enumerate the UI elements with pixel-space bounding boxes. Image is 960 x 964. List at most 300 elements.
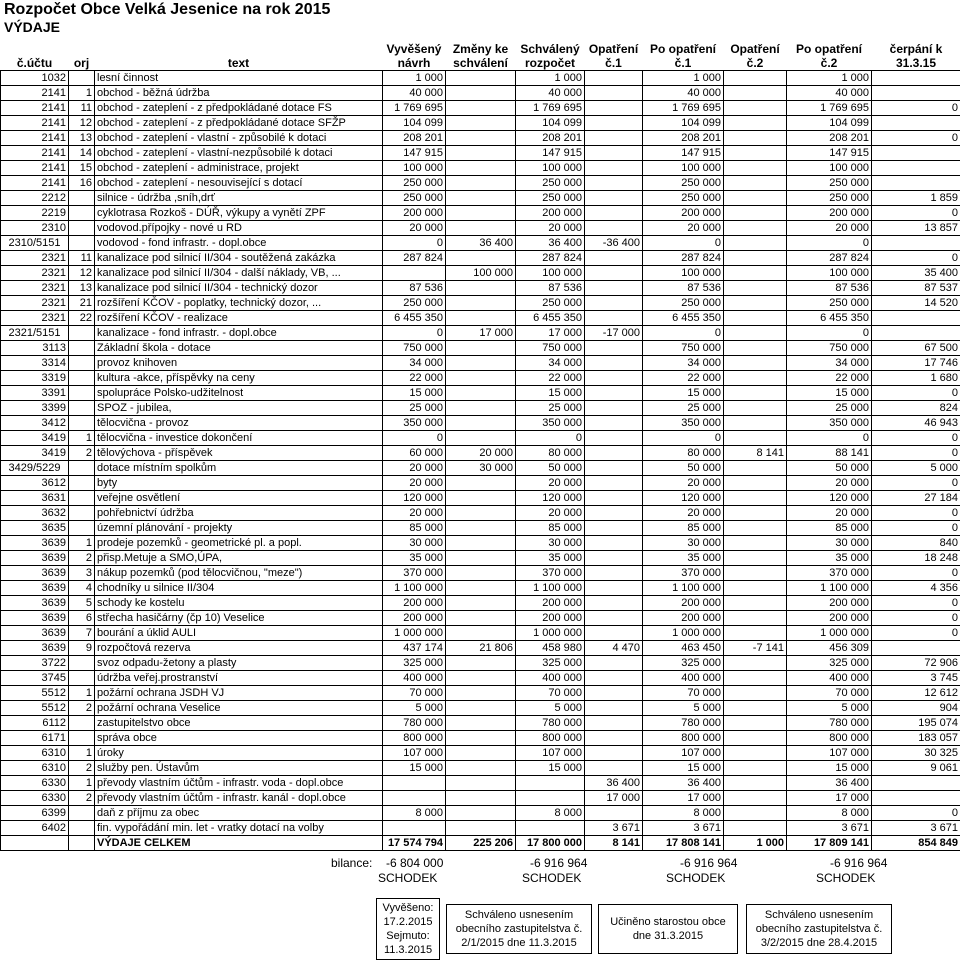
cell-orj: 1 bbox=[69, 536, 95, 551]
note-line: 2/1/2015 dne 11.3.2015 bbox=[461, 937, 577, 949]
cell-orj: 21 bbox=[69, 296, 95, 311]
cell-opatreni2 bbox=[724, 761, 787, 776]
cell-po-opatreni1: 36 400 bbox=[643, 776, 724, 791]
cell-schvaleny: 120 000 bbox=[516, 491, 585, 506]
cell-zmeny bbox=[446, 101, 516, 116]
bilance-section bbox=[0, 856, 960, 890]
column-header-line2: č.2 bbox=[820, 56, 838, 70]
cell-po-opatreni1: 370 000 bbox=[643, 566, 724, 581]
table-row bbox=[1, 311, 960, 326]
cell-po-opatreni2: 25 000 bbox=[787, 401, 872, 416]
cell-opatreni2 bbox=[724, 821, 787, 836]
table-row bbox=[1, 356, 960, 371]
table-row bbox=[1, 386, 960, 401]
table-row bbox=[1, 566, 960, 581]
column-header-line2: 31.3.15 bbox=[895, 56, 937, 70]
cell-navrh: 0 bbox=[383, 326, 446, 341]
cell-opatreni1 bbox=[585, 671, 643, 686]
cell-po-opatreni1: 1 000 000 bbox=[643, 626, 724, 641]
column-header-line1: Po opatření bbox=[649, 42, 716, 56]
cell-po-opatreni2: 200 000 bbox=[787, 611, 872, 626]
cell-zmeny bbox=[446, 776, 516, 791]
cell-ucet: 6402 bbox=[1, 821, 69, 836]
cell-po-opatreni2: 1 100 000 bbox=[787, 581, 872, 596]
cell-cerpani: 9 061 bbox=[872, 761, 960, 776]
cell-text: nákup pozemků (pod tělocvičnou, "meze") bbox=[95, 566, 383, 581]
cell-po-opatreni2: 107 000 bbox=[787, 746, 872, 761]
cell-navrh: 1 769 695 bbox=[383, 101, 446, 116]
cell-schvaleny: 87 536 bbox=[516, 281, 585, 296]
cell-schvaleny: 780 000 bbox=[516, 716, 585, 731]
cell-navrh bbox=[383, 821, 446, 836]
cell-zmeny bbox=[446, 581, 516, 596]
cell-po-opatreni1: 750 000 bbox=[643, 341, 724, 356]
cell-po-opatreni2: 250 000 bbox=[787, 176, 872, 191]
cell-text: kanalizace pod silnicí II/304 - další náklady, VB, ... bbox=[95, 266, 383, 281]
cell-text: svoz odpadu-žetony a plasty bbox=[95, 656, 383, 671]
cell-cerpani: 35 400 bbox=[872, 266, 960, 281]
cell-zmeny bbox=[446, 431, 516, 446]
cell-orj bbox=[69, 656, 95, 671]
cell-orj bbox=[69, 476, 95, 491]
cell-opatreni2 bbox=[724, 341, 787, 356]
bilance-value-opatreni2: -6 916 964 bbox=[830, 856, 888, 870]
cell-navrh: 20 000 bbox=[383, 506, 446, 521]
column-header-po-opatreni1 bbox=[643, 40, 724, 71]
cell-cerpani bbox=[872, 791, 960, 806]
cell-navrh: 800 000 bbox=[383, 731, 446, 746]
cell-ucet: 2321 bbox=[1, 296, 69, 311]
table-row bbox=[1, 656, 960, 671]
cell-text: SPOZ - jubilea, bbox=[95, 401, 383, 416]
column-header-line2: č.2 bbox=[746, 56, 764, 70]
cell-ucet: 3639 bbox=[1, 536, 69, 551]
column-header-po-opatreni2 bbox=[787, 40, 872, 71]
section-title: VÝDAJE bbox=[4, 19, 61, 35]
cell-navrh: 15 000 bbox=[383, 386, 446, 401]
cell-text: obchod - zateplení - vlastní - způsobilé k dotaci bbox=[95, 131, 383, 146]
table-row bbox=[1, 791, 960, 806]
cell-orj bbox=[69, 221, 95, 236]
cell-text: správa obce bbox=[95, 731, 383, 746]
cell-opatreni2 bbox=[724, 596, 787, 611]
cell-navrh: 100 000 bbox=[383, 161, 446, 176]
cell-po-opatreni2: 40 000 bbox=[787, 86, 872, 101]
bilance-status-opatreni2: SCHODEK bbox=[816, 871, 876, 885]
cell-po-opatreni1: 100 000 bbox=[643, 266, 724, 281]
cell-opatreni1 bbox=[585, 281, 643, 296]
cell-orj: 2 bbox=[69, 446, 95, 461]
cell-opatreni2 bbox=[724, 116, 787, 131]
cell-opatreni2 bbox=[724, 191, 787, 206]
cell-cerpani: 67 500 bbox=[872, 341, 960, 356]
column-header-line1: Po opatření bbox=[795, 42, 862, 56]
cell-cerpani bbox=[872, 236, 960, 251]
cell-orj bbox=[69, 191, 95, 206]
cell-text: kanalizace pod silnicí II/304 - technický dozor bbox=[95, 281, 383, 296]
cell-schvaleny: 20 000 bbox=[516, 506, 585, 521]
cell-navrh: 25 000 bbox=[383, 401, 446, 416]
cell-ucet: 6310 bbox=[1, 746, 69, 761]
cell-po-opatreni1: 0 bbox=[643, 326, 724, 341]
cell-schvaleny: 800 000 bbox=[516, 731, 585, 746]
table-row bbox=[1, 236, 960, 251]
cell-cerpani: 0 bbox=[872, 626, 960, 641]
cell-orj: 13 bbox=[69, 281, 95, 296]
cell-navrh: 250 000 bbox=[383, 176, 446, 191]
table-row bbox=[1, 266, 960, 281]
table-row bbox=[1, 536, 960, 551]
cell-schvaleny: 40 000 bbox=[516, 86, 585, 101]
cell-opatreni1: 17 000 bbox=[585, 791, 643, 806]
cell-opatreni1 bbox=[585, 371, 643, 386]
cell-ucet: 3612 bbox=[1, 476, 69, 491]
table-row bbox=[1, 641, 960, 656]
cell-opatreni2 bbox=[724, 656, 787, 671]
column-header-line1: Schválený bbox=[520, 42, 580, 56]
cell-navrh: 20 000 bbox=[383, 221, 446, 236]
note-line: obecního zastupitelstva č. bbox=[755, 923, 883, 935]
cell-text: úroky bbox=[95, 746, 383, 761]
cell-orj: 1 bbox=[69, 431, 95, 446]
cell-text: prodeje pozemků - geometrické pl. a popl. bbox=[95, 536, 383, 551]
cell-text: rozšíření KČOV - realizace bbox=[95, 311, 383, 326]
cell-orj bbox=[69, 836, 95, 851]
cell-po-opatreni1: 400 000 bbox=[643, 671, 724, 686]
cell-opatreni1 bbox=[585, 341, 643, 356]
cell-text: daň z příjmu za obec bbox=[95, 806, 383, 821]
cell-orj: 2 bbox=[69, 701, 95, 716]
cell-ucet: 2310 bbox=[1, 221, 69, 236]
cell-ucet: 3412 bbox=[1, 416, 69, 431]
table-row bbox=[1, 686, 960, 701]
cell-zmeny bbox=[446, 821, 516, 836]
note-line: 17.2.2015 bbox=[383, 916, 433, 928]
bilance-status-navrh: SCHODEK bbox=[378, 871, 438, 885]
cell-opatreni2 bbox=[724, 671, 787, 686]
cell-opatreni1 bbox=[585, 611, 643, 626]
cell-schvaleny: 80 000 bbox=[516, 446, 585, 461]
cell-cerpani bbox=[872, 146, 960, 161]
cell-ucet: 3639 bbox=[1, 581, 69, 596]
cell-cerpani bbox=[872, 86, 960, 101]
cell-po-opatreni2: 370 000 bbox=[787, 566, 872, 581]
cell-opatreni1 bbox=[585, 581, 643, 596]
cell-navrh: 0 bbox=[383, 431, 446, 446]
cell-po-opatreni2: 1 000 000 bbox=[787, 626, 872, 641]
note-line: Učiněno starostou obce bbox=[610, 916, 726, 928]
cell-po-opatreni2: 36 400 bbox=[787, 776, 872, 791]
cell-text: obchod - běžná údržba bbox=[95, 86, 383, 101]
cell-cerpani bbox=[872, 776, 960, 791]
cell-opatreni1 bbox=[585, 716, 643, 731]
cell-zmeny bbox=[446, 71, 516, 86]
cell-navrh: 30 000 bbox=[383, 536, 446, 551]
cell-opatreni2 bbox=[724, 176, 787, 191]
bilance-value-opatreni1: -6 916 964 bbox=[680, 856, 738, 870]
cell-opatreni1: 3 671 bbox=[585, 821, 643, 836]
cell-opatreni1 bbox=[585, 131, 643, 146]
cell-text: přisp.Metuje a SMO,ÚPA, bbox=[95, 551, 383, 566]
cell-ucet bbox=[1, 836, 69, 851]
cell-opatreni2 bbox=[724, 506, 787, 521]
cell-po-opatreni1: 15 000 bbox=[643, 761, 724, 776]
cell-opatreni2 bbox=[724, 71, 787, 86]
cell-po-opatreni2: 50 000 bbox=[787, 461, 872, 476]
cell-zmeny bbox=[446, 491, 516, 506]
cell-opatreni1 bbox=[585, 311, 643, 326]
cell-zmeny: 21 806 bbox=[446, 641, 516, 656]
cell-po-opatreni2: 88 141 bbox=[787, 446, 872, 461]
cell-opatreni2 bbox=[724, 311, 787, 326]
table-row bbox=[1, 431, 960, 446]
cell-opatreni1 bbox=[585, 386, 643, 401]
cell-cerpani bbox=[872, 326, 960, 341]
table-row bbox=[1, 731, 960, 746]
cell-navrh: 208 201 bbox=[383, 131, 446, 146]
cell-po-opatreni2: 6 455 350 bbox=[787, 311, 872, 326]
cell-navrh: 6 455 350 bbox=[383, 311, 446, 326]
cell-zmeny bbox=[446, 311, 516, 326]
cell-po-opatreni1: 325 000 bbox=[643, 656, 724, 671]
cell-opatreni1: -36 400 bbox=[585, 236, 643, 251]
cell-ucet: 3639 bbox=[1, 566, 69, 581]
cell-ucet: 2310/5151 bbox=[1, 236, 69, 251]
cell-schvaleny: 85 000 bbox=[516, 521, 585, 536]
cell-text: pohřebnictví údržba bbox=[95, 506, 383, 521]
cell-po-opatreni2: 250 000 bbox=[787, 191, 872, 206]
cell-po-opatreni2: 35 000 bbox=[787, 551, 872, 566]
cell-po-opatreni1: 50 000 bbox=[643, 461, 724, 476]
cell-navrh: 8 000 bbox=[383, 806, 446, 821]
cell-po-opatreni1: 25 000 bbox=[643, 401, 724, 416]
cell-schvaleny: 15 000 bbox=[516, 386, 585, 401]
cell-text: silnice - údržba ,sníh,drť bbox=[95, 191, 383, 206]
cell-zmeny bbox=[446, 551, 516, 566]
cell-ucet: 3314 bbox=[1, 356, 69, 371]
cell-ucet: 2141 bbox=[1, 161, 69, 176]
table-row bbox=[1, 761, 960, 776]
cell-po-opatreni1: 1 000 bbox=[643, 71, 724, 86]
cell-opatreni2 bbox=[724, 431, 787, 446]
cell-opatreni1 bbox=[585, 551, 643, 566]
cell-zmeny bbox=[446, 146, 516, 161]
column-header-opatreni2 bbox=[724, 40, 787, 71]
cell-ucet: 3639 bbox=[1, 596, 69, 611]
cell-ucet: 2141 bbox=[1, 86, 69, 101]
cell-cerpani: 0 bbox=[872, 521, 960, 536]
table-row bbox=[1, 326, 960, 341]
cell-zmeny bbox=[446, 176, 516, 191]
note-schvaleno-2 bbox=[746, 904, 892, 954]
cell-zmeny bbox=[446, 161, 516, 176]
column-header-line2: č.účtu bbox=[16, 56, 53, 70]
cell-cerpani: 904 bbox=[872, 701, 960, 716]
cell-orj: 12 bbox=[69, 266, 95, 281]
cell-navrh: 0 bbox=[383, 236, 446, 251]
cell-opatreni2 bbox=[724, 281, 787, 296]
cell-opatreni2 bbox=[724, 731, 787, 746]
cell-text: střecha hasičárny (čp 10) Veselice bbox=[95, 611, 383, 626]
cell-text: rozpočtová rezerva bbox=[95, 641, 383, 656]
cell-orj bbox=[69, 386, 95, 401]
column-header-line2: orj bbox=[73, 56, 90, 70]
table-row bbox=[1, 401, 960, 416]
cell-zmeny bbox=[446, 341, 516, 356]
column-header-opatreni1 bbox=[585, 40, 643, 71]
cell-schvaleny bbox=[516, 776, 585, 791]
cell-schvaleny: 104 099 bbox=[516, 116, 585, 131]
cell-schvaleny: 30 000 bbox=[516, 536, 585, 551]
cell-schvaleny: 200 000 bbox=[516, 206, 585, 221]
column-header-line2: schválení bbox=[453, 56, 508, 70]
cell-cerpani: 0 bbox=[872, 431, 960, 446]
cell-orj bbox=[69, 731, 95, 746]
cell-po-opatreni2: 5 000 bbox=[787, 701, 872, 716]
cell-schvaleny: 0 bbox=[516, 431, 585, 446]
cell-po-opatreni2: 456 309 bbox=[787, 641, 872, 656]
cell-opatreni1 bbox=[585, 731, 643, 746]
cell-navrh: 35 000 bbox=[383, 551, 446, 566]
cell-zmeny bbox=[446, 656, 516, 671]
table-row bbox=[1, 581, 960, 596]
cell-cerpani: 4 356 bbox=[872, 581, 960, 596]
cell-ucet: 6112 bbox=[1, 716, 69, 731]
cell-po-opatreni1: 120 000 bbox=[643, 491, 724, 506]
cell-schvaleny bbox=[516, 821, 585, 836]
cell-opatreni2 bbox=[724, 416, 787, 431]
bilance-label: bilance: bbox=[331, 856, 373, 870]
cell-navrh: 200 000 bbox=[383, 611, 446, 626]
cell-opatreni2 bbox=[724, 476, 787, 491]
cell-po-opatreni2: 350 000 bbox=[787, 416, 872, 431]
cell-po-opatreni1: 17 000 bbox=[643, 791, 724, 806]
cell-text: kanalizace pod silnicí II/304 - soutěžená zakázka bbox=[95, 251, 383, 266]
cell-po-opatreni1: 147 915 bbox=[643, 146, 724, 161]
cell-ucet: 3391 bbox=[1, 386, 69, 401]
cell-text: Základní škola - dotace bbox=[95, 341, 383, 356]
table-row bbox=[1, 671, 960, 686]
cell-po-opatreni1: 22 000 bbox=[643, 371, 724, 386]
cell-cerpani: 27 184 bbox=[872, 491, 960, 506]
cell-opatreni2 bbox=[724, 221, 787, 236]
cell-opatreni1 bbox=[585, 86, 643, 101]
cell-po-opatreni2: 70 000 bbox=[787, 686, 872, 701]
cell-ucet: 3113 bbox=[1, 341, 69, 356]
cell-zmeny bbox=[446, 191, 516, 206]
cell-cerpani: 0 bbox=[872, 251, 960, 266]
cell-navrh: 250 000 bbox=[383, 296, 446, 311]
cell-po-opatreni2: 8 000 bbox=[787, 806, 872, 821]
note-line: Vyvěšeno: bbox=[382, 902, 434, 914]
cell-orj: 22 bbox=[69, 311, 95, 326]
column-header-ucet bbox=[1, 40, 69, 71]
cell-po-opatreni1: 85 000 bbox=[643, 521, 724, 536]
table-row bbox=[1, 521, 960, 536]
cell-schvaleny: 17 000 bbox=[516, 326, 585, 341]
cell-orj: 13 bbox=[69, 131, 95, 146]
note-line: Sejmuto: bbox=[386, 930, 430, 942]
cell-navrh: 104 099 bbox=[383, 116, 446, 131]
cell-zmeny bbox=[446, 86, 516, 101]
cell-zmeny bbox=[446, 416, 516, 431]
table-row bbox=[1, 371, 960, 386]
cell-opatreni2 bbox=[724, 806, 787, 821]
cell-opatreni1 bbox=[585, 431, 643, 446]
table-row bbox=[1, 341, 960, 356]
cell-orj bbox=[69, 401, 95, 416]
cell-po-opatreni1: 200 000 bbox=[643, 206, 724, 221]
cell-orj: 16 bbox=[69, 176, 95, 191]
cell-navrh: 200 000 bbox=[383, 206, 446, 221]
table-row bbox=[1, 86, 960, 101]
cell-text: rozšíření KČOV - poplatky, technický dozor, ... bbox=[95, 296, 383, 311]
cell-opatreni1 bbox=[585, 686, 643, 701]
table-row bbox=[1, 626, 960, 641]
cell-po-opatreni1: 463 450 bbox=[643, 641, 724, 656]
cell-text: lesní činnost bbox=[95, 71, 383, 86]
table-row bbox=[1, 821, 960, 836]
cell-opatreni2 bbox=[724, 491, 787, 506]
cell-opatreni1 bbox=[585, 296, 643, 311]
cell-opatreni2 bbox=[724, 236, 787, 251]
cell-zmeny bbox=[446, 686, 516, 701]
cell-zmeny: 17 000 bbox=[446, 326, 516, 341]
cell-opatreni2 bbox=[724, 386, 787, 401]
cell-po-opatreni2: 750 000 bbox=[787, 341, 872, 356]
cell-navrh: 15 000 bbox=[383, 761, 446, 776]
cell-po-opatreni1: 200 000 bbox=[643, 611, 724, 626]
table-row bbox=[1, 506, 960, 521]
cell-schvaleny bbox=[516, 791, 585, 806]
cell-po-opatreni1: 15 000 bbox=[643, 386, 724, 401]
cell-orj bbox=[69, 521, 95, 536]
cell-opatreni1 bbox=[585, 251, 643, 266]
cell-text: fin. vypořádání min. let - vratky dotací na volby bbox=[95, 821, 383, 836]
cell-po-opatreni1: 87 536 bbox=[643, 281, 724, 296]
table-row bbox=[1, 551, 960, 566]
cell-text: obchod - zateplení - z předpokládané dotace FS bbox=[95, 101, 383, 116]
cell-po-opatreni2: 325 000 bbox=[787, 656, 872, 671]
cell-zmeny bbox=[446, 761, 516, 776]
table-row bbox=[1, 476, 960, 491]
table-row bbox=[1, 281, 960, 296]
cell-text: převody vlastním účtům - infrastr. kanál - dopl.obce bbox=[95, 791, 383, 806]
cell-po-opatreni1: 0 bbox=[643, 236, 724, 251]
cell-cerpani: 18 248 bbox=[872, 551, 960, 566]
cell-po-opatreni1: 80 000 bbox=[643, 446, 724, 461]
cell-orj bbox=[69, 71, 95, 86]
cell-ucet: 3319 bbox=[1, 371, 69, 386]
cell-schvaleny: 287 824 bbox=[516, 251, 585, 266]
cell-orj: 7 bbox=[69, 626, 95, 641]
cell-po-opatreni2: 208 201 bbox=[787, 131, 872, 146]
cell-po-opatreni2: 104 099 bbox=[787, 116, 872, 131]
cell-ucet: 3639 bbox=[1, 641, 69, 656]
cell-orj: 9 bbox=[69, 641, 95, 656]
cell-po-opatreni2: 20 000 bbox=[787, 476, 872, 491]
cell-opatreni1 bbox=[585, 596, 643, 611]
cell-po-opatreni1: 250 000 bbox=[643, 176, 724, 191]
budget-table bbox=[0, 40, 960, 851]
cell-orj bbox=[69, 821, 95, 836]
cell-text: VÝDAJE CELKEM bbox=[95, 836, 383, 851]
cell-zmeny: 100 000 bbox=[446, 266, 516, 281]
cell-cerpani bbox=[872, 116, 960, 131]
note-line: Schváleno usnesením bbox=[764, 909, 874, 921]
table-row bbox=[1, 611, 960, 626]
cell-po-opatreni1: 34 000 bbox=[643, 356, 724, 371]
